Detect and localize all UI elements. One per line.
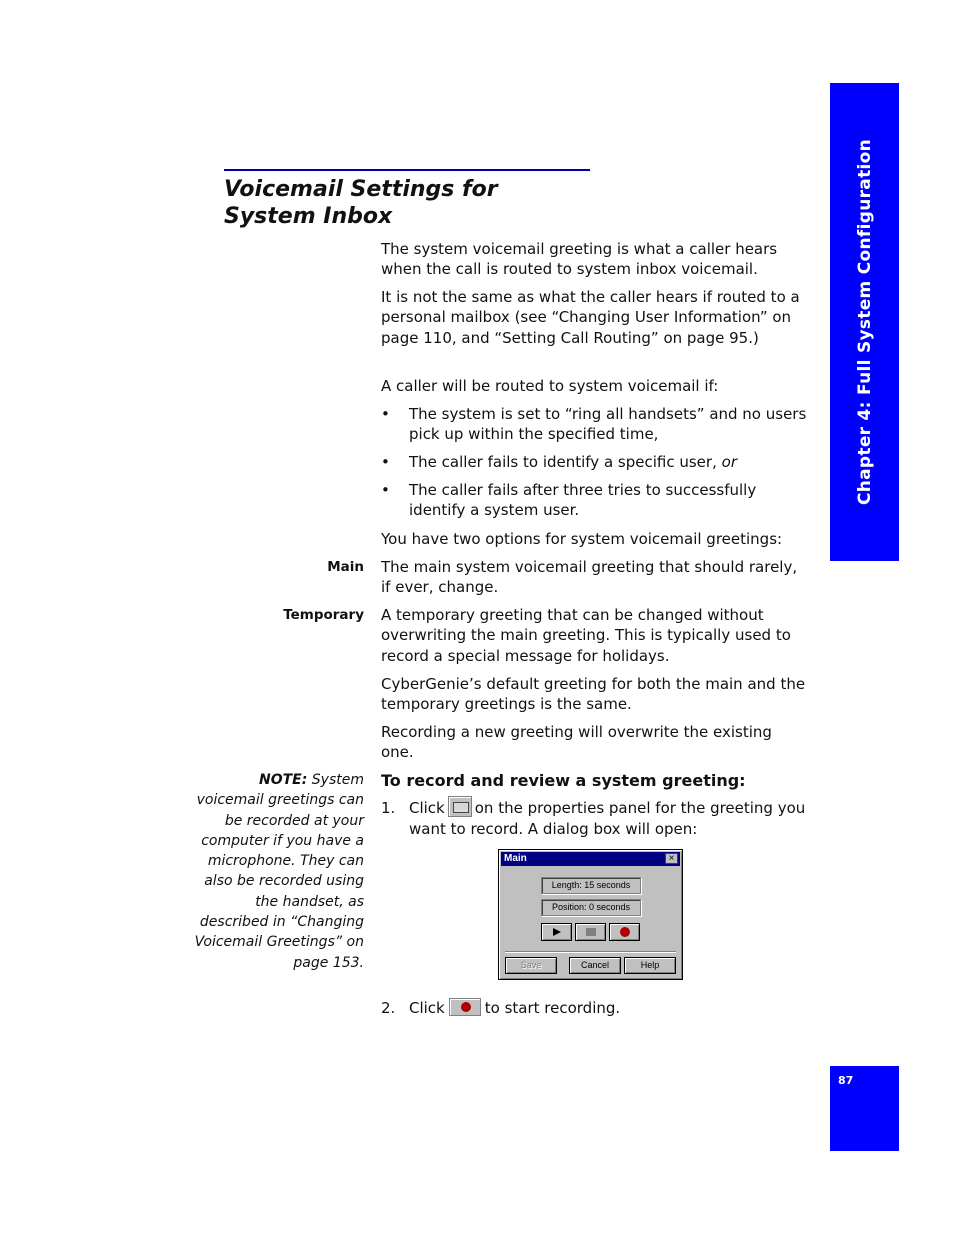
play-icon bbox=[553, 928, 561, 936]
definition-text-main: The main system voicemail greeting that should rarely, if ever, change. bbox=[381, 558, 798, 597]
definition-text-temporary: A temporary greeting that can be changed without overwriting the main greeting. This is typically used to record a special message for holidays. bbox=[381, 606, 791, 665]
save-button[interactable]: Save bbox=[505, 957, 557, 974]
bullet-text: The caller fails after three tries to successfully identify a system user. bbox=[409, 481, 757, 520]
step-number: 2. bbox=[381, 999, 396, 1017]
properties-icon bbox=[448, 796, 472, 817]
paragraph-not-same: It is not the same as what the caller hears if routed to a personal mailbox (see “Changing User Information” on page 110, and “Setting Call Routing” on page 95.) bbox=[381, 288, 800, 347]
bullet-text: The system is set to “ring all handsets” and no users pick up within the specified time, bbox=[409, 405, 807, 444]
section-title-line2: System Inbox bbox=[224, 204, 393, 229]
bullet-symbol: • bbox=[381, 405, 390, 423]
bullet-text: The caller fails to identify a specific user, bbox=[409, 453, 717, 471]
step-text-wrap bbox=[409, 998, 809, 1019]
help-button[interactable]: Help bbox=[624, 957, 676, 974]
margin-note bbox=[188, 770, 364, 973]
procedure-heading: To record and review a system greeting: bbox=[381, 771, 746, 790]
close-icon[interactable]: × bbox=[665, 853, 678, 864]
stop-button[interactable] bbox=[575, 923, 606, 941]
paragraph-two-options: You have two options for system voicemail greetings: bbox=[381, 530, 783, 548]
page-number: 87 bbox=[838, 1074, 854, 1087]
step-text-after: on the properties panel for the greeting you want to record. A dialog box will open: bbox=[409, 799, 806, 838]
paragraph-routed-if: A caller will be routed to system voicemail if: bbox=[381, 377, 719, 395]
play-button[interactable] bbox=[541, 923, 572, 941]
paragraph-overwrite: Recording a new greeting will overwrite the existing one. bbox=[381, 723, 772, 762]
chapter-side-tab bbox=[830, 83, 899, 561]
bullet-symbol: • bbox=[381, 453, 390, 471]
step-number: 1. bbox=[381, 799, 396, 817]
record-button[interactable] bbox=[609, 923, 640, 941]
bullet-text-wrap bbox=[409, 452, 809, 472]
step-text-before: Click bbox=[409, 999, 445, 1017]
position-field: Position: 0 seconds bbox=[541, 899, 641, 916]
bullet-text-suffix: or bbox=[721, 453, 737, 471]
page-number-tab bbox=[830, 1066, 899, 1151]
dialog-separator bbox=[505, 951, 676, 953]
record-icon bbox=[449, 998, 481, 1016]
bullet-symbol: • bbox=[381, 481, 390, 499]
section-title bbox=[224, 176, 584, 230]
step-text-wrap bbox=[409, 798, 809, 840]
record-icon-glyph bbox=[461, 1002, 471, 1012]
paragraph-intro: The system voicemail greeting is what a caller hears when the call is routed to system inbox voicemail. bbox=[381, 240, 778, 279]
properties-icon-glyph bbox=[453, 802, 469, 813]
length-field: Length: 15 seconds bbox=[541, 877, 641, 894]
step-text-after: to start recording. bbox=[484, 999, 621, 1017]
section-rule bbox=[224, 169, 590, 171]
record-icon bbox=[620, 927, 630, 937]
paragraph-default-greeting: CyberGenie’s default greeting for both the main and the temporary greetings is the same. bbox=[381, 675, 806, 714]
dialog-titlebar bbox=[501, 852, 680, 866]
chapter-label: Chapter 4: Full System Configuration bbox=[854, 138, 875, 506]
definition-term-main: Main bbox=[327, 559, 364, 575]
stop-icon bbox=[586, 928, 596, 936]
cancel-button[interactable]: Cancel bbox=[569, 957, 621, 974]
definition-term-temporary: Temporary bbox=[283, 607, 364, 623]
section-title-line1: Voicemail Settings for bbox=[224, 177, 498, 202]
recording-dialog bbox=[498, 849, 683, 980]
note-text: System voicemail greetings can be recorded at your computer if you have a microphone. They can also be recorded using the handset, as described in “Changing Voicemail Greetings” on page 153. bbox=[194, 772, 364, 971]
dialog-title: Main bbox=[504, 853, 527, 864]
step-text-before: Click bbox=[409, 799, 445, 817]
note-label: NOTE: bbox=[258, 772, 308, 788]
